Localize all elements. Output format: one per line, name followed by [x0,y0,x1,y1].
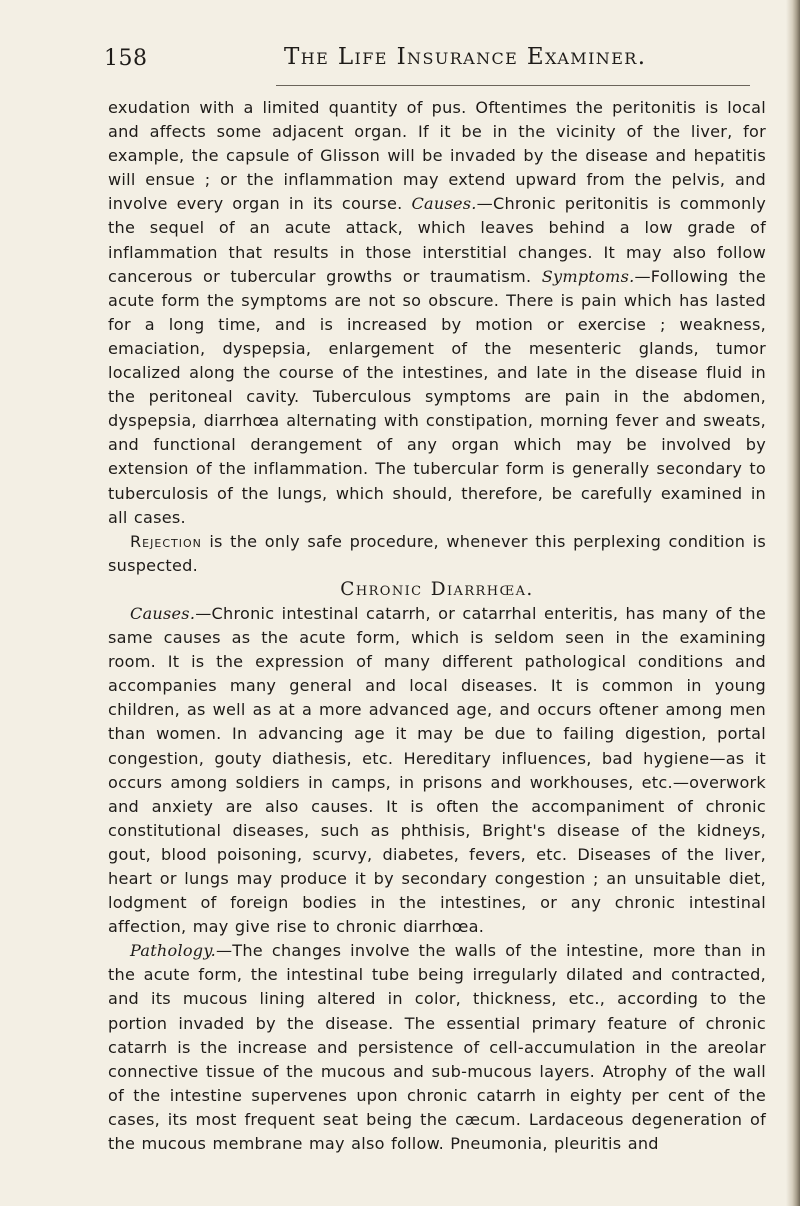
paragraph-diarrhoea-causes [108,602,766,939]
page-edge-shadow [786,0,800,1206]
causes-text: —Chronic peritonitis is commonly the sequel of an acute attack, which leaves behind a low grade of inflammation that results in those interstitial changes. It may also follow cancerous or tubercular growths or traumatism. [108,194,767,286]
paragraph-rejection [108,530,766,578]
diarrhoea-causes-subheading: Causes. [130,603,196,623]
header-rule [276,85,750,86]
paragraph-peritonitis [108,96,766,530]
paragraph-peritonitis-intro: exudation with a limited quantity of pus. Oftentimes the peritonitis is local and affects some adjacent organ. If it be in the vicinity of the liver, for example, the capsule of Glisson will be invaded by the disease and hepatitis will ensue ; or the inflammation may extend upward from the pelvis, and involve every organ in its course. [108,98,766,214]
pathology-text: —The changes involve the walls of the intestine, more than in the acute form, the intestinal tube being irregularly dilated and contracted, and its mucous lining altered in color, thickness, etc., according to the portion invaded by the disease. The essential primary feature of chronic catarrh is the increase and persistence of cell-accumulation in the areolar connective tissue of the mucous and sub-mucous layers. Atrophy of the wall of the intestine supervenes upon chronic catarrh in eighty per cent of the cases, its most frequent seat being the cæcum. Lardaceous degeneration of the mucous membrane may also follow. Pneumonia, pleuritis and [108,941,766,1154]
rejection-text: is the only safe procedure, whenever this perplexing condition is suspected. [108,531,766,575]
pathology-subheading: Pathology. [130,941,216,961]
page-header [104,46,760,80]
symptoms-subheading: Symptoms. [541,266,635,286]
rejection-label: Rejection [130,531,202,551]
body-text [108,96,766,1156]
paragraph-pathology [108,939,766,1156]
running-title: The Life Insurance Examiner. [284,44,647,70]
diarrhoea-causes-text: —Chronic intestinal catarrh, or catarrhal enteritis, has many of the same causes as the acute form, which is seldom seen in the examining room. It is the expression of many different pathological conditions and accompanies many general and local diseases. It is common in young children, as well as at a more advanced age, and occurs oftener among men than women. In advancing age it may be due to failing digestion, portal congestion, gouty diathesis, etc. Hereditary influences, bad hygiene—as it occurs among soldiers in camps, in prisons and workhouses, etc.—overwork and anxiety are also causes. It is often the accompaniment of chronic constitutional diseases, such as phthisis, Bright's disease of the kidneys, gout, blood poisoning, scurvy, diabetes, fevers, etc. Diseases of the liver, heart or lungs may produce it by secondary congestion ; an unsuitable diet, lodgment of foreign bodies in the intestines, or any chronic intestinal affection, may give rise to chronic diarrhœa. [108,603,766,937]
causes-subheading: Causes. [411,194,477,214]
page-number: 158 [104,46,148,71]
section-heading-chronic-diarrhoea: Chronic Diarrhœa. [340,578,534,600]
symptoms-text: —Following the acute form the symptoms are not so obscure. There is pain which has lasted for a long time, and is increased by motion or exercise ; weakness, emaciation, dyspepsia, enlargement of the mesenteric glands, tumor localized along the course of the intestines, and late in the disease fluid in the peritoneal cavity. Tuberculous symptoms are pain in the abdomen, dyspepsia, diarrhœa alternating with constipation, morning fever and sweats, and functional derangement of any organ which may be involved by extension of the inflammation. The tubercular form is generally secondary to tuberculosis of the lungs, which should, therefore, be carefully examined in all cases. [108,266,766,527]
